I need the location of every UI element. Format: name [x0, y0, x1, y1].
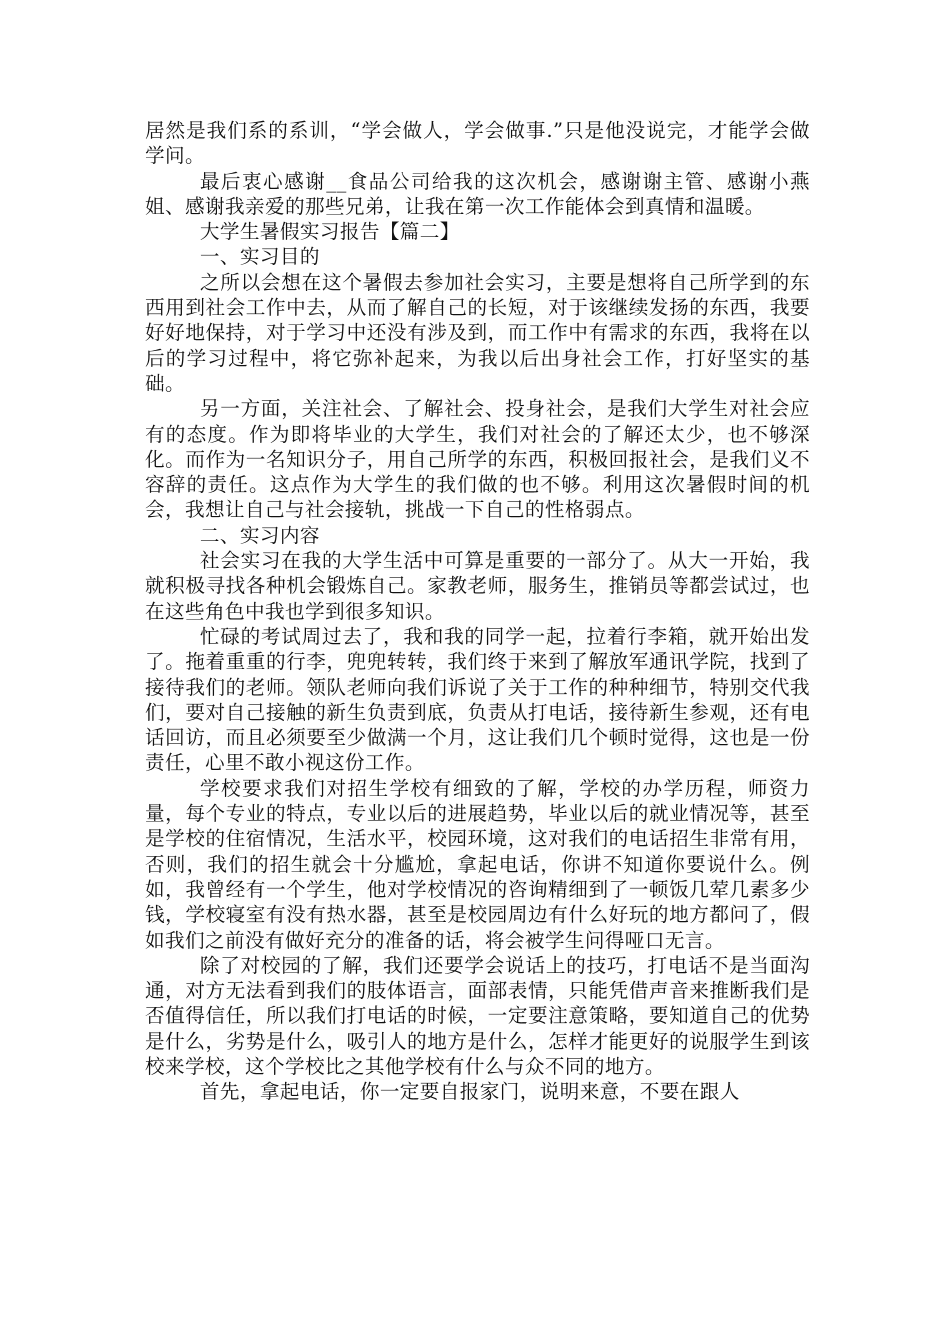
paragraph-content-1: 社会实习在我的大学生活中可算是重要的一部分了。从大一开始，我就积极寻找各种机会锻炼自己。家教老师，服务生，推销员等都尝试过，也在这些角色中我也学到很多知识。 [145, 549, 810, 623]
paragraph-acknowledgement: 最后衷心感谢__食品公司给我的这次机会，感谢谢主管、感谢小燕姐、感谢我亲爱的那些兄弟，让我在第一次工作能体会到真情和温暖。 [145, 169, 810, 218]
paragraph-purpose-1: 之所以会想在这个暑假去参加社会实习，主要是想将自己所学到的东西用到社会工作中去，从而了解自己的长短，对于该继续发扬的东西，我要好好地保持，对于学习中还没有涉及到，而工作中有需求的东西，我将在以后的学习过程中，将它弥补起来，为我以后出身社会工作，打好坚实的基础。 [145, 270, 810, 395]
heading-internship-content: 二、实习内容 [199, 523, 320, 547]
heading-internship-purpose: 一、实习目的 [199, 245, 320, 269]
paragraph-content-4: 除了对校园的了解，我们还要学会说话上的技巧，打电话不是当面沟通，对方无法看到我们的肢体语言，面部表情，只能凭借声音来推断我们是否值得信任，所以我们打电话的时候，一定要注意策略，要知道自己的优势是什么，劣势是什么，吸引人的地方是什么，怎样才能更好的说服学生到该校来学校，这个学校比之其他学校有什么与众不同的地方。 [145, 953, 810, 1078]
paragraph-content-3: 学校要求我们对招生学校有细致的了解，学校的办学历程，师资力量，每个专业的特点，专业以后的进展趋势，毕业以后的就业情况等，甚至是学校的住宿情况，生活水平，校园环境，这对我们的电话招生非常有用，否则，我们的招生就会十分尴尬，拿起电话，你讲不知道你要说什么。例如，我曾经有一个学生，他对学校情况的咨询精细到了一顿饭几荤几素多少钱，学校寝室有没有热水器，甚至是校园周边有什么好玩的地方都问了，假如我们之前没有做好充分的准备的话，将会被学生问得哑口无言。 [145, 776, 810, 952]
section-heading-report-part-two: 大学生暑假实习报告【篇二】 [199, 220, 460, 244]
paragraph-purpose-2: 另一方面，关注社会、了解社会、投身社会，是我们大学生对社会应有的态度。作为即将毕业的大学生，我们对社会的了解还太少，也不够深化。而作为一名知识分子，用自己所学的东西，积极回报社会，是我们义不容辞的责任。这点作为大学生的我们做的也不够。利用这次暑假时间的机会，我想让自己与社会接轨，挑战一下自己的性格弱点。 [145, 397, 810, 522]
paragraph-thanks-tail: 居然是我们系的系训，“学会做人，学会做事.”只是他没说完，才能学会做学问。 [145, 119, 810, 168]
document-page [145, 118, 810, 1105]
paragraph-content-2: 忙碌的考试周过去了，我和我的同学一起，拉着行李箱，就开始出发了。拖着重重的行李，兜兜转转，我们终于来到了解放军通讯学院，找到了接待我们的老师。领队老师向我们诉说了关于工作的种种细节，特别交代我们，要对自己接触的新生负责到底，负责从打电话，接待新生参观，还有电话回访，而且必须要至少做满一个月，这让我们几个顿时觉得，这也是一份责任，心里不敢小视这份工作。 [145, 624, 810, 775]
paragraph-content-5: 首先，拿起电话，你一定要自报家门，说明来意，不要在跟人 [199, 1080, 740, 1104]
